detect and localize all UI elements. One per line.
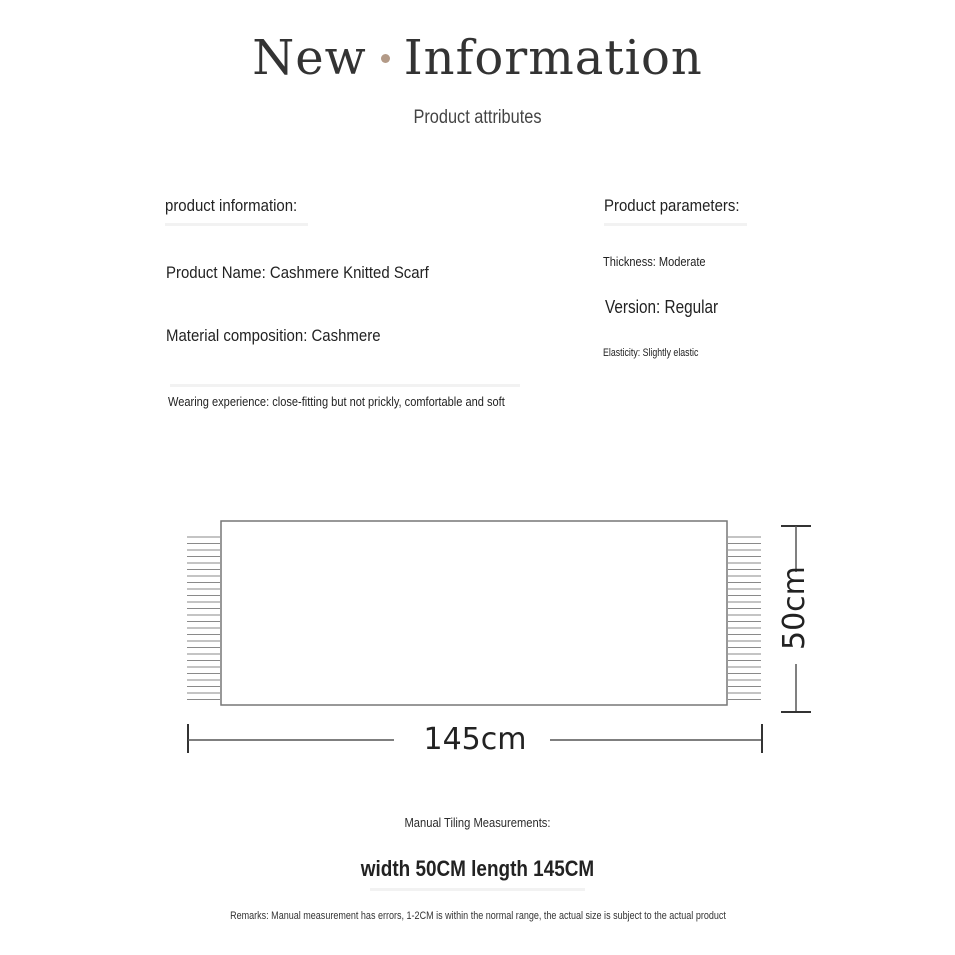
wearing-experience: Wearing experience: close-fitting but not prickly, comfortable and soft — [168, 394, 505, 409]
measurements-heading: Manual Tiling Measurements: — [404, 815, 551, 830]
product-information-heading: product information: — [165, 196, 298, 215]
fringe-right — [728, 537, 761, 700]
product-name: Product Name: Cashmere Knitted Scarf — [166, 263, 429, 282]
thickness: Thickness: Moderate — [603, 254, 706, 269]
fringe-left — [187, 537, 220, 700]
title-new: New — [252, 30, 367, 86]
version: Version: Regular — [605, 297, 719, 317]
scarf-body-outline — [221, 521, 727, 705]
material-composition: Material composition: Cashmere — [166, 326, 381, 345]
dimensions-underline — [370, 888, 585, 891]
width-label: 50cm — [777, 566, 812, 650]
page-subtitle: Product attributes — [413, 107, 542, 128]
length-label: 145cm — [423, 722, 527, 757]
dimensions: width 50CM length 145CM — [360, 856, 595, 881]
remarks: Remarks: Manual measurement has errors, 1-2CM is within the normal range, the actual size is subject to the actual product — [230, 910, 726, 922]
product-parameters-heading: Product parameters: — [604, 196, 740, 215]
elasticity: Elasticity: Slightly elastic — [603, 347, 699, 359]
title-information: Information — [403, 30, 703, 86]
